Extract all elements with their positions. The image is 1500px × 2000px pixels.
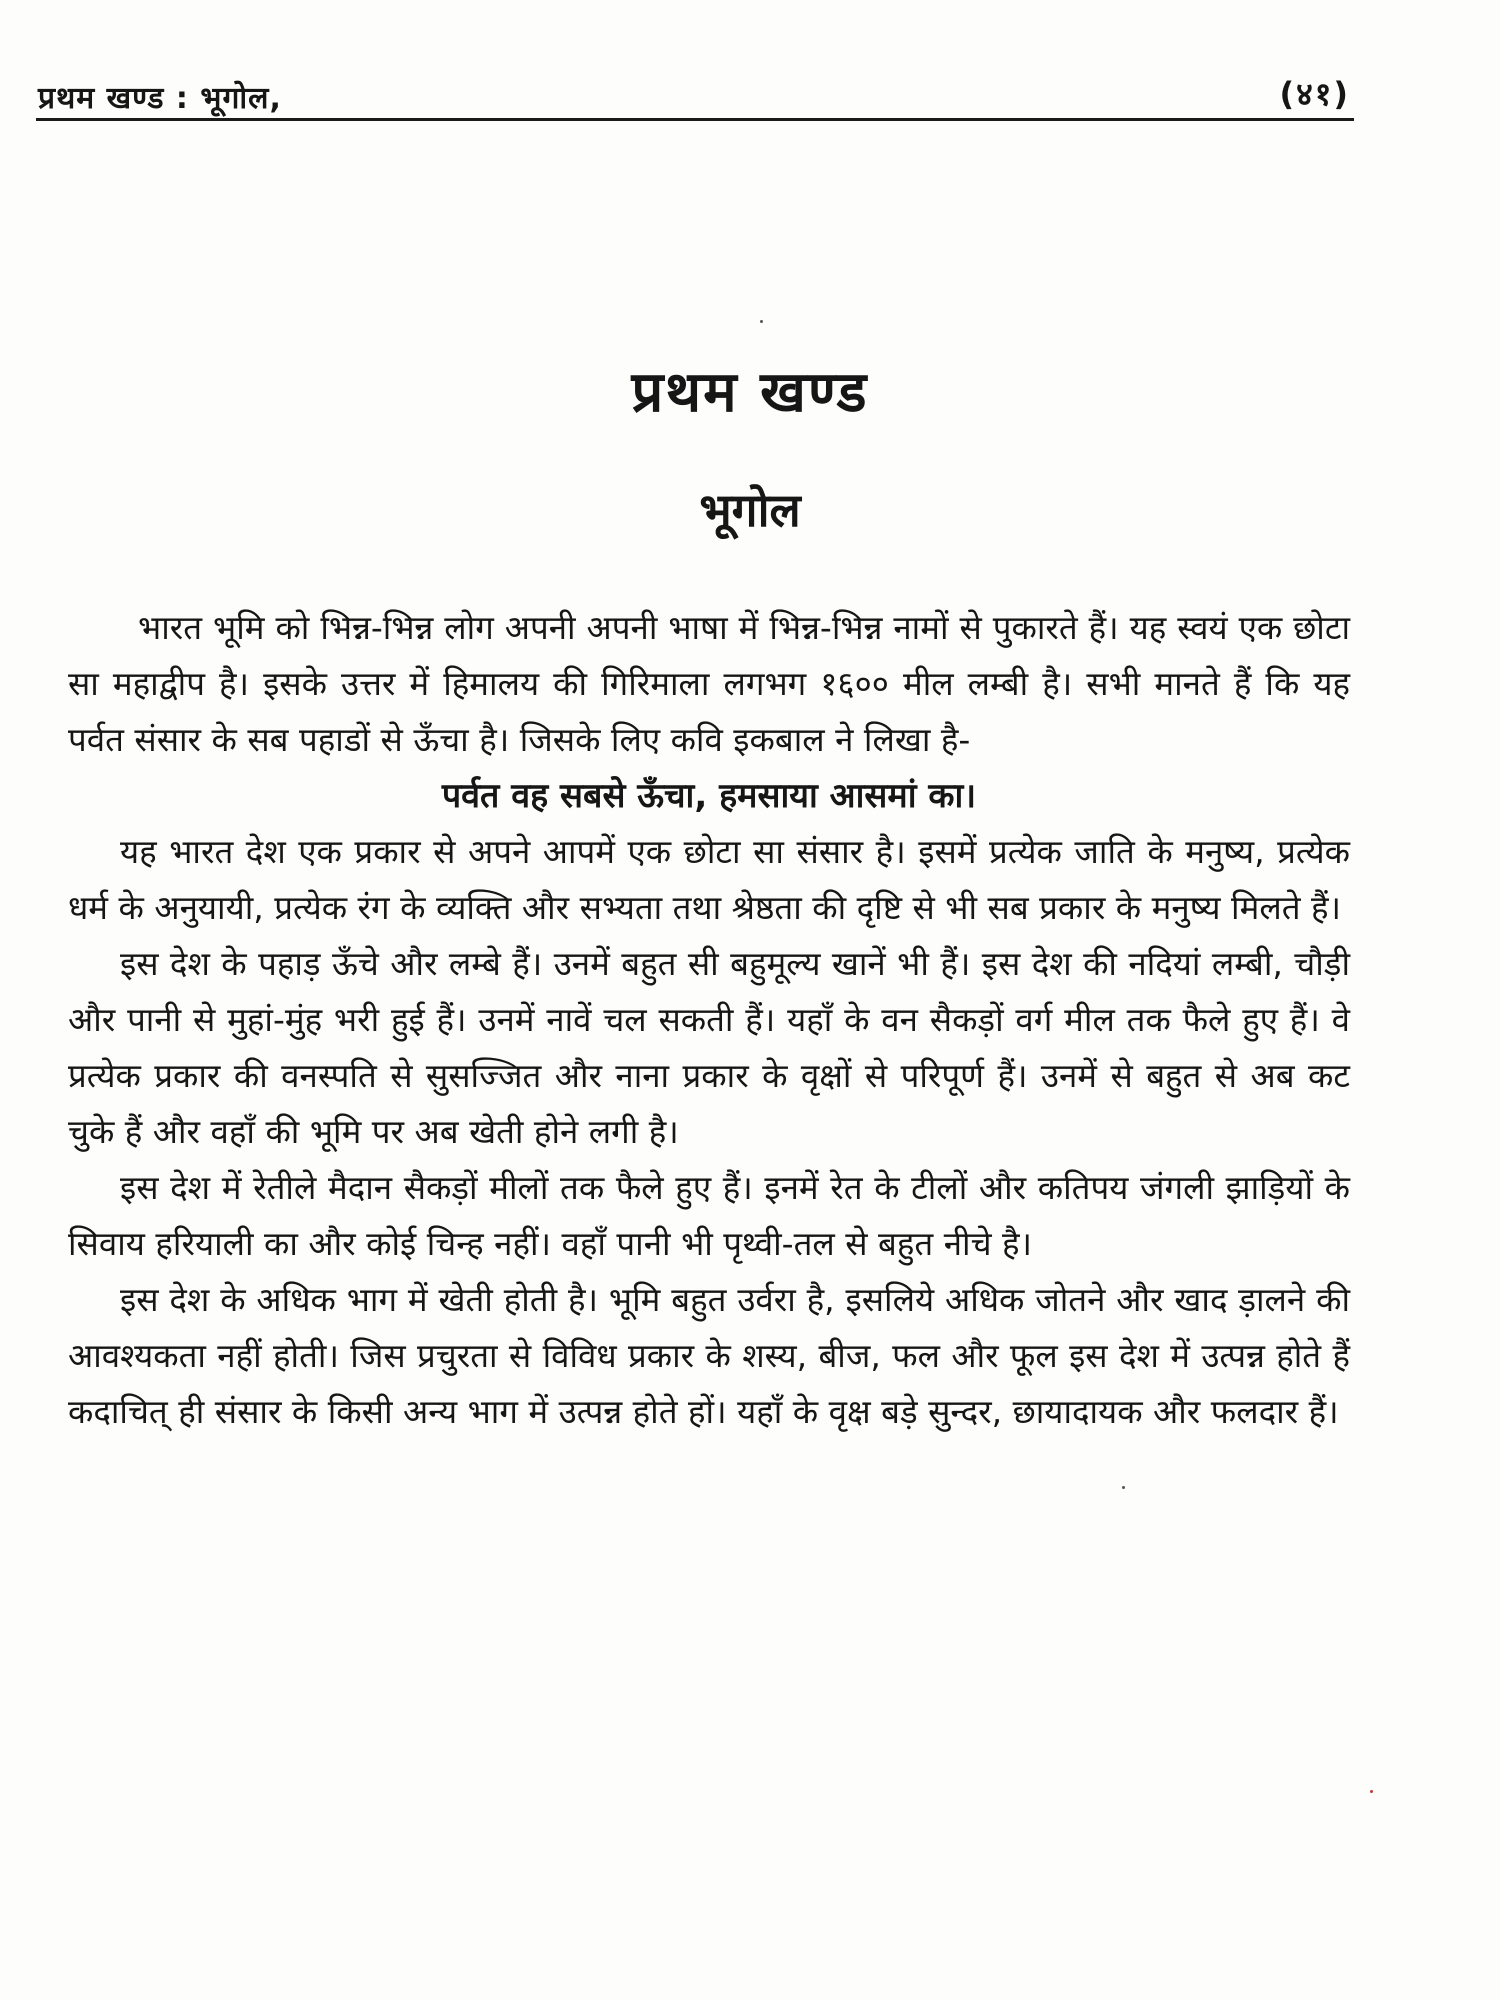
page-number: (४१)	[1279, 75, 1350, 113]
running-header	[38, 68, 1350, 120]
paragraph-3: इस देश के पहाड़ ऊँचे और लम्बे हैं। उनमें बहुत सी बहुमूल्य खानें भी हैं। इस देश की नदियां लम्बी, चौड़ी और पानी से मुहां-मुंह भरी हुई हैं। उनमें नावें चल सकती हैं। यहाँ के वन सैकड़ों वर्ग मील तक फैले हुए हैं। वे प्रत्येक प्रकार की वनस्पति से सुसज्जित और नाना प्रकार के वृक्षों से परिपूर्ण हैं। उनमें से बहुत से अब कट चुके हैं और वहाँ की भूमि पर अब खेती होने लगी है।	[68, 944, 1350, 1151]
print-speck	[760, 320, 763, 323]
header-rule	[36, 118, 1354, 121]
paragraph-5: इस देश के अधिक भाग में खेती होती है। भूमि बहुत उर्वरा है, इसलिये अधिक जोतने और खाद ड़ालने की आवश्यकता नहीं होती। जिस प्रचुरता से विविध प्रकार के शस्य, बीज, फल और फूल इस देश में उत्पन्न होते हैं कदाचित् ही संसार के किसी अन्य भाग में उत्पन्न होते हों। यहाँ के वृक्ष बड़े सुन्दर, छायादायक और फलदार हैं।	[68, 1280, 1350, 1431]
paragraph-2: यह भारत देश एक प्रकार से अपने आपमें एक छोटा सा संसार है। इसमें प्रत्येक जाति के मनुष्य, प्रत्येक धर्म के अनुयायी, प्रत्येक रंग के व्यक्ति और सभ्यता तथा श्रेष्ठता की दृष्टि से भी सब प्रकार के मनुष्य मिलते हैं।	[68, 832, 1350, 927]
chapter-title: भूगोल	[699, 483, 801, 537]
part-title: प्रथम खण्ड	[631, 360, 869, 425]
section-header: प्रथम खण्ड : भूगोल,	[38, 81, 282, 116]
print-speck	[1122, 1486, 1125, 1489]
verse-quote: पर्वत वह सबसे ऊँचा, हमसाया आसमां का।	[441, 776, 977, 816]
paragraph-1: भारत भूमि को भिन्न-भिन्न लोग अपनी अपनी भाषा में भिन्न-भिन्न नामों से पुकारते हैं। यह स्वयं एक छोटा सा महाद्वीप है। इसके उत्तर में हिमालय की गिरिमाला लगभग १६०० मील लम्बी है। सभी मानते हैं कि यह पर्वत संसार के सब पहाडों से ऊँचा है। जिसके लिए कवि इकबाल ने लिखा है-	[68, 608, 1351, 759]
body-text	[68, 600, 1350, 1440]
print-speck	[1370, 1790, 1373, 1793]
paragraph-4: इस देश में रेतीले मैदान सैकड़ों मीलों तक फैले हुए हैं। इनमें रेत के टीलों और कतिपय जंगली झाड़ियों के सिवाय हरियाली का और कोई चिन्ह नहीं। वहाँ पानी भी पृथ्वी-तल से बहुत नीचे है।	[68, 1168, 1350, 1263]
